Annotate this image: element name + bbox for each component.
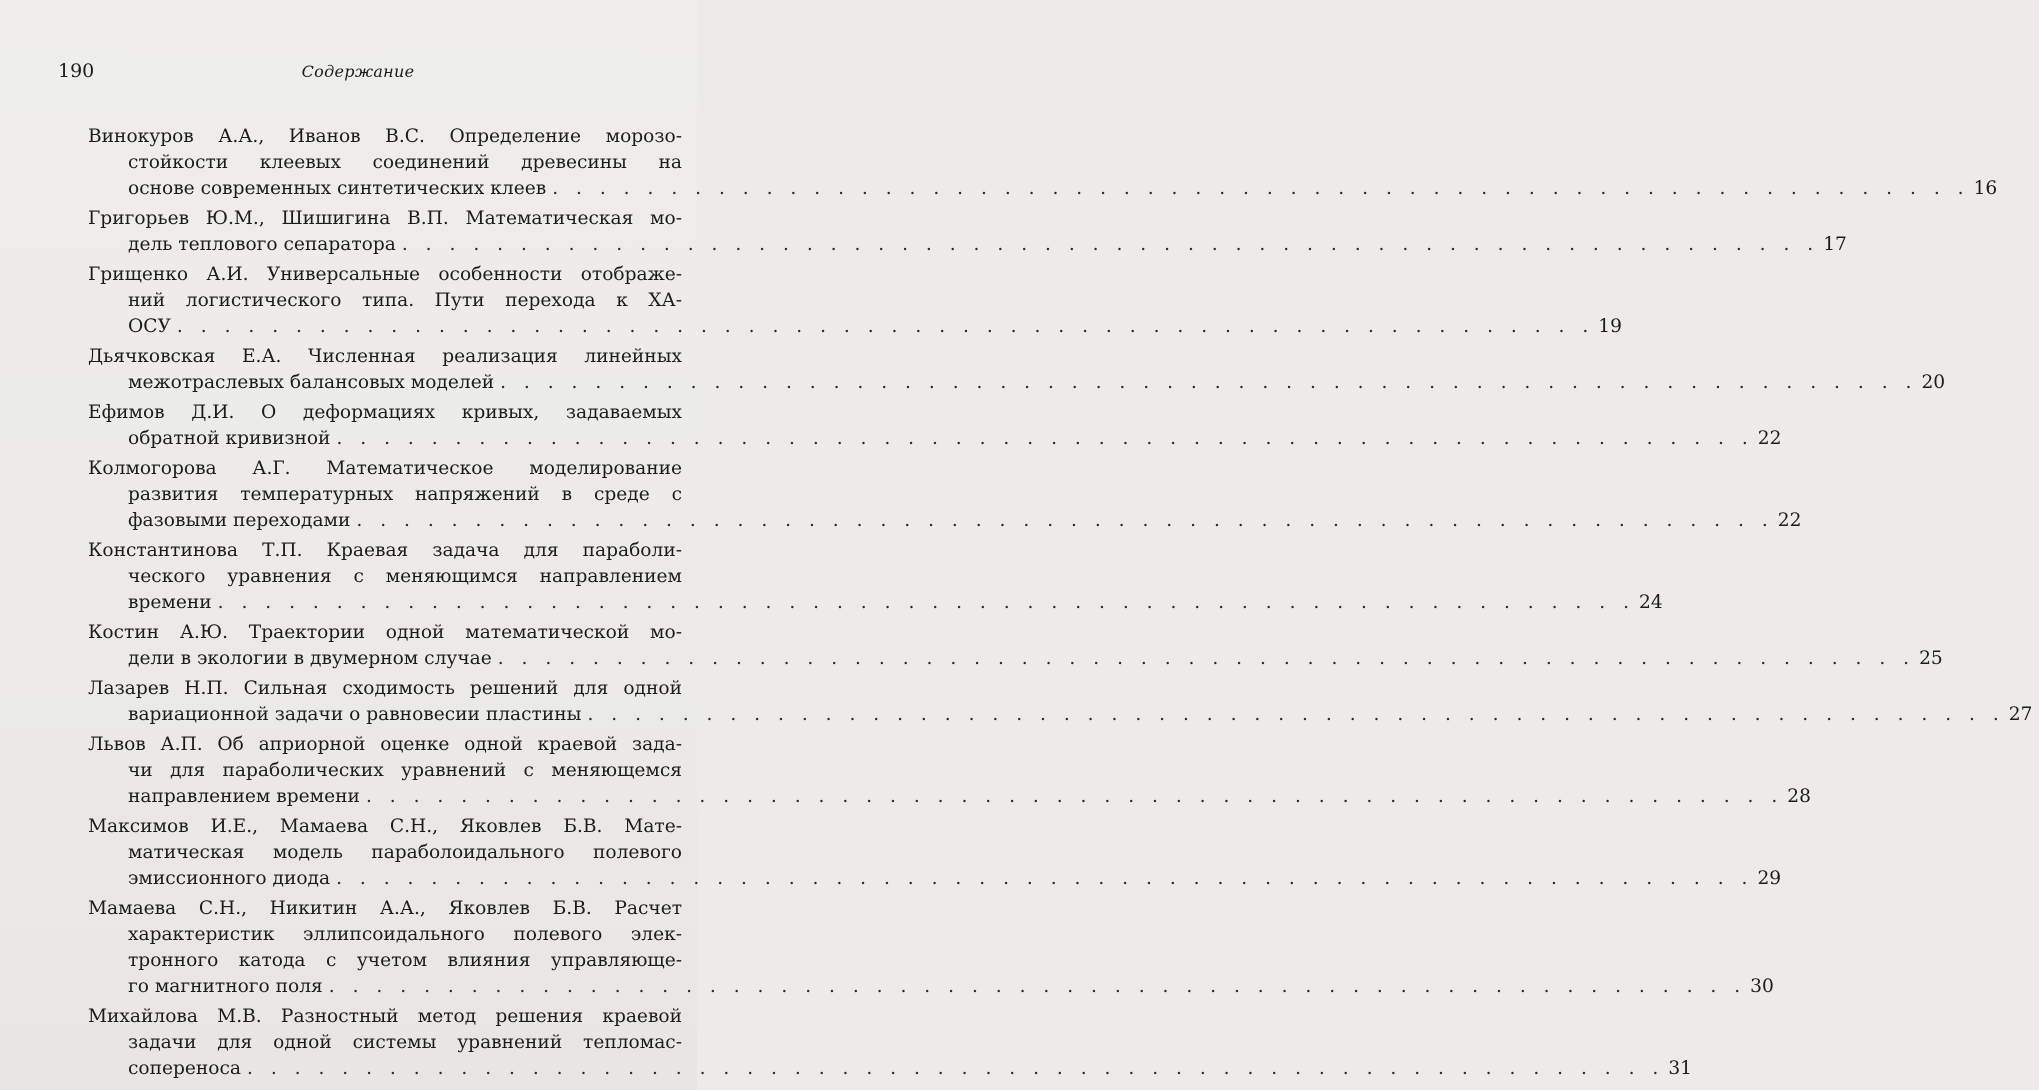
toc-entry-line: ний логистического типа. Пути перехода к ХА-: [128, 290, 682, 311]
toc-entry-first-line: Львов А.П. Об априорной оценке одной краевой зада-: [88, 734, 682, 755]
toc-entry-last-line: [88, 974, 1774, 1000]
toc-entry-title-end: направлением времени: [128, 786, 360, 807]
toc-entry: [88, 538, 1663, 616]
toc-entry-last-line: [88, 232, 1847, 258]
toc-entry: [88, 814, 1782, 892]
toc-entry: [88, 456, 1802, 534]
page-number: 190: [58, 60, 95, 82]
toc-entry-title-end: ОСУ: [128, 316, 171, 337]
toc-entry-line: чи для параболических уравнений с меняющемся: [128, 760, 682, 781]
toc-entry-first-line: Максимов И.Е., Мамаева С.Н., Яковлев Б.В. Мате-: [88, 816, 682, 837]
toc-entry-title-end: го магнитного поля: [128, 976, 323, 997]
toc-entry-last-line: [88, 508, 1802, 534]
toc-page-number: 17: [1823, 234, 1847, 255]
page-header: [58, 60, 658, 88]
dot-leader: . . . . . . . . . . . . . . . . . . . . . . . . . . . . . . . . . . . . . . . . . . . . . . . . . . . . . . . . . . . .: [356, 510, 1774, 531]
toc-entry-title-end: времени: [128, 592, 212, 613]
toc-page-number: 31: [1668, 1058, 1693, 1079]
toc-entry-title-end: фазовыми переходами: [128, 510, 351, 531]
dot-leader: . . . . . . . . . . . . . . . . . . . . . . . . . . . . . . . . . . . . . . . . . . . . . . . . . . . . . . . . . . . .: [176, 316, 1595, 337]
toc-entry-last-line: [88, 866, 1782, 892]
toc-entry-title-end: межотраслевых балансовых моделей: [128, 372, 495, 393]
dot-leader: . . . . . . . . . . . . . . . . . . . . . . . . . . . . . . . . . . . . . . . . . . . . . . . . . . . . . . . . . . . .: [247, 1058, 1665, 1079]
toc-entry: [88, 1004, 1693, 1082]
toc-entry-title-end: вариационной задачи о равновесии пластины: [128, 704, 582, 725]
toc-entry-line: развития температурных напряжений в среде с: [128, 484, 682, 505]
toc-page-number: 30: [1750, 976, 1774, 997]
toc-entry-first-line: Константинова Т.П. Краевая задача для параболи-: [88, 540, 682, 561]
dot-leader: . . . . . . . . . . . . . . . . . . . . . . . . . . . . . . . . . . . . . . . . . . . . . . . . . . . . . . . . . . . .: [328, 976, 1747, 997]
dot-leader: . . . . . . . . . . . . . . . . . . . . . . . . . . . . . . . . . . . . . . . . . . . . . . . . . . . . . . . . . . . .: [365, 786, 1784, 807]
toc-page-number: 25: [1919, 648, 1943, 669]
toc-entry-title-end: сопереноса: [128, 1058, 241, 1079]
toc-page-number: 29: [1757, 868, 1782, 889]
toc-entry: [88, 262, 1622, 340]
toc-entry: [88, 124, 1998, 202]
dot-leader: . . . . . . . . . . . . . . . . . . . . . . . . . . . . . . . . . . . . . . . . . . . . . . . . . . . . . . . . . . . .: [336, 868, 1754, 889]
toc-entry: [88, 344, 1946, 396]
running-head: Содержание: [301, 62, 415, 81]
toc-page-number: 22: [1777, 510, 1802, 531]
dot-leader: . . . . . . . . . . . . . . . . . . . . . . . . . . . . . . . . . . . . . . . . . . . . . . . . . . . . . . . . . . . .: [336, 428, 1754, 449]
toc-entry-last-line: [88, 784, 1811, 810]
toc-entry-first-line: Колмогорова А.Г. Математическое моделирование: [88, 458, 682, 479]
toc-entry-line: тронного катода с учетом влияния управляюще-: [128, 950, 682, 971]
toc-entry-first-line: Григорьев Ю.М., Шишигина В.П. Математическая мо-: [88, 208, 682, 229]
toc-entry-first-line: Михайлова М.В. Разностный метод решения краевой: [88, 1006, 682, 1027]
toc-entry: [88, 896, 1774, 1000]
toc-entry: [88, 620, 1943, 672]
toc-page-number: 24: [1638, 592, 1663, 613]
toc-entry-line: матическая модель параболоидального полевого: [128, 842, 682, 863]
toc-entry-last-line: [88, 176, 1998, 202]
toc-entry-title-end: дели в экологии в двумерном случае: [128, 648, 492, 669]
dot-leader: . . . . . . . . . . . . . . . . . . . . . . . . . . . . . . . . . . . . . . . . . . . . . . . . . . . . . . . . . . . .: [497, 648, 1916, 669]
toc-entry: [88, 732, 1811, 810]
toc-entry-last-line: [88, 314, 1622, 340]
dot-leader: . . . . . . . . . . . . . . . . . . . . . . . . . . . . . . . . . . . . . . . . . . . . . . . . . . . . . . . . . . . .: [401, 234, 1820, 255]
toc-page-number: 28: [1787, 786, 1811, 807]
table-of-contents: [88, 124, 2033, 1086]
toc-entry-last-line: [88, 646, 1943, 672]
toc-page-number: 16: [1973, 178, 1998, 199]
toc-entry-first-line: Мамаева С.Н., Никитин А.А., Яковлев Б.В. Расчет: [88, 898, 682, 919]
toc-entry-title-end: эмиссионного диода: [128, 868, 331, 889]
toc-entry-last-line: [88, 702, 2033, 728]
toc-entry-first-line: Костин А.Ю. Траектории одной математической мо-: [88, 622, 682, 643]
toc-page-number: 27: [2008, 704, 2033, 725]
toc-entry: [88, 400, 1782, 452]
toc-page-number: 22: [1757, 428, 1782, 449]
toc-page-number: 20: [1921, 372, 1946, 393]
toc-entry-title-end: основе современных синтетических клеев: [128, 178, 547, 199]
toc-entry-last-line: [88, 590, 1663, 616]
dot-leader: . . . . . . . . . . . . . . . . . . . . . . . . . . . . . . . . . . . . . . . . . . . . . . . . . . . . . . . . . . . .: [500, 372, 1918, 393]
toc-entry: [88, 676, 2033, 728]
dot-leader: . . . . . . . . . . . . . . . . . . . . . . . . . . . . . . . . . . . . . . . . . . . . . . . . . . . . . . . . . . . .: [217, 592, 1635, 613]
toc-entry-line: характеристик эллипсоидального полевого элек-: [128, 924, 682, 945]
toc-page-number: 19: [1598, 316, 1622, 337]
toc-entry-title-end: дель теплового сепаратора: [128, 234, 396, 255]
toc-entry-line: ческого уравнения с меняющимся направлением: [128, 566, 682, 587]
toc-entry-title-end: обратной кривизной: [128, 428, 331, 449]
toc-entry-first-line: Винокуров А.А., Иванов В.С. Определение морозо-: [88, 126, 682, 147]
toc-entry-last-line: [88, 1056, 1693, 1082]
toc-entry-first-line: Лазарев Н.П. Сильная сходимость решений для одной: [88, 678, 682, 699]
toc-entry: [88, 206, 1847, 258]
toc-entry-last-line: [88, 426, 1782, 452]
toc-entry-last-line: [88, 370, 1946, 396]
toc-entry-first-line: Ефимов Д.И. О деформациях кривых, задаваемых: [88, 402, 682, 423]
toc-entry-line: задачи для одной системы уравнений тепломас-: [128, 1032, 682, 1053]
dot-leader: . . . . . . . . . . . . . . . . . . . . . . . . . . . . . . . . . . . . . . . . . . . . . . . . . . . . . . . . . . . .: [552, 178, 1970, 199]
toc-entry-line: стойкости клеевых соединений древесины на: [128, 152, 682, 173]
toc-entry-first-line: Дьячковская Е.А. Численная реализация линейных: [88, 346, 682, 367]
toc-entry-first-line: Грищенко А.И. Универсальные особенности отображе-: [88, 264, 682, 285]
dot-leader: . . . . . . . . . . . . . . . . . . . . . . . . . . . . . . . . . . . . . . . . . . . . . . . . . . . . . . . . . . . .: [587, 704, 2005, 725]
